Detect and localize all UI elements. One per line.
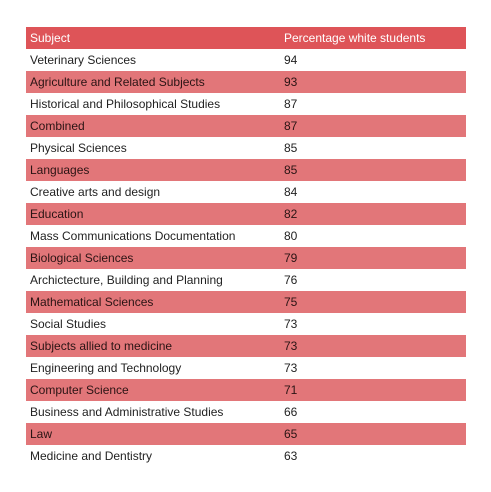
percentage-cell: 85 <box>280 159 466 181</box>
percentage-cell: 94 <box>280 49 466 71</box>
percentage-cell: 73 <box>280 335 466 357</box>
table-row <box>26 335 466 357</box>
table-row <box>26 247 466 269</box>
percentage-cell: 65 <box>280 423 466 445</box>
percentage-cell: 80 <box>280 225 466 247</box>
percentage-cell: 85 <box>280 137 466 159</box>
table-row <box>26 115 466 137</box>
table-row <box>26 445 466 467</box>
column-header-subject: Subject <box>26 27 280 49</box>
data-table <box>26 27 466 467</box>
subject-cell: Business and Administrative Studies <box>26 401 280 423</box>
table-row <box>26 203 466 225</box>
subject-cell: Social Studies <box>26 313 280 335</box>
subject-cell: Creative arts and design <box>26 181 280 203</box>
subject-cell: Medicine and Dentistry <box>26 445 280 467</box>
subject-cell: Biological Sciences <box>26 247 280 269</box>
subject-cell: Veterinary Sciences <box>26 49 280 71</box>
percentage-cell: 75 <box>280 291 466 313</box>
table-row <box>26 137 466 159</box>
percentage-cell: 63 <box>280 445 466 467</box>
percentage-cell: 79 <box>280 247 466 269</box>
subject-cell: Mathematical Sciences <box>26 291 280 313</box>
percentage-cell: 73 <box>280 313 466 335</box>
table-row <box>26 49 466 71</box>
percentage-cell: 76 <box>280 269 466 291</box>
percentage-cell: 87 <box>280 93 466 115</box>
table-row <box>26 71 466 93</box>
subject-cell: Languages <box>26 159 280 181</box>
data-table-container <box>26 27 466 467</box>
subject-cell: Archictecture, Building and Planning <box>26 269 280 291</box>
subject-cell: Historical and Philosophical Studies <box>26 93 280 115</box>
percentage-cell: 93 <box>280 71 466 93</box>
table-header-row <box>26 27 466 49</box>
table-row <box>26 225 466 247</box>
table-row <box>26 181 466 203</box>
subject-cell: Engineering and Technology <box>26 357 280 379</box>
subject-cell: Agriculture and Related Subjects <box>26 71 280 93</box>
column-header-percentage: Percentage white students <box>280 27 466 49</box>
table-row <box>26 313 466 335</box>
subject-cell: Mass Communications Documentation <box>26 225 280 247</box>
percentage-cell: 82 <box>280 203 466 225</box>
subject-cell: Physical Sciences <box>26 137 280 159</box>
table-row <box>26 423 466 445</box>
table-row <box>26 357 466 379</box>
subject-cell: Law <box>26 423 280 445</box>
percentage-cell: 66 <box>280 401 466 423</box>
subject-cell: Computer Science <box>26 379 280 401</box>
percentage-cell: 71 <box>280 379 466 401</box>
table-row <box>26 159 466 181</box>
subject-cell: Education <box>26 203 280 225</box>
table-row <box>26 401 466 423</box>
percentage-cell: 87 <box>280 115 466 137</box>
percentage-cell: 84 <box>280 181 466 203</box>
table-row <box>26 269 466 291</box>
subject-cell: Combined <box>26 115 280 137</box>
table-row <box>26 291 466 313</box>
subject-cell: Subjects allied to medicine <box>26 335 280 357</box>
table-row <box>26 93 466 115</box>
table-body <box>26 49 466 467</box>
percentage-cell: 73 <box>280 357 466 379</box>
table-row <box>26 379 466 401</box>
